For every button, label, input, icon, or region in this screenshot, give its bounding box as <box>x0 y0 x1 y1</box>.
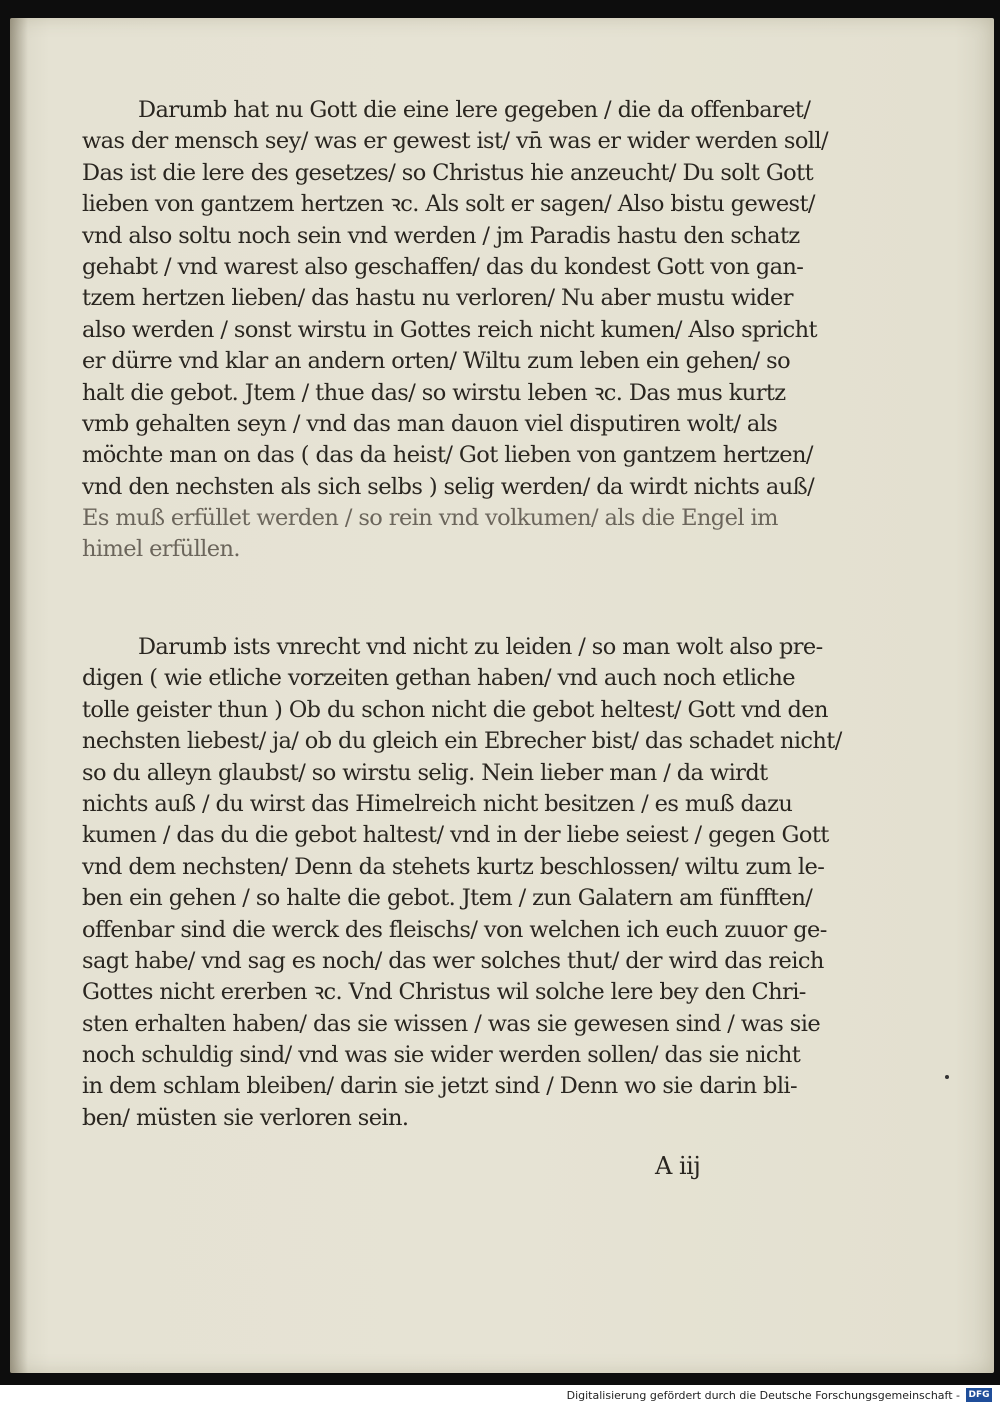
text-line: vnd den nechsten als sich selbs ) selig werden/ da wirdt nichts auß/ <box>82 473 815 500</box>
signature-mark: A iij <box>655 1152 701 1180</box>
text-line: Darumb ists vnrecht vnd nicht zu leiden / so man wolt also pre- <box>138 634 823 660</box>
text-line: sagt habe/ vnd sag es noch/ das wer solches thut/ der wird das reich <box>82 947 824 974</box>
text-line: so du alleyn glaubst/ so wirstu selig. Nein lieber man / da wirdt <box>82 759 768 786</box>
text-line: nechsten liebest/ ja/ ob du gleich ein Ebrecher bist/ das schadet nicht/ <box>82 728 842 755</box>
text-line: was der mensch sey/ was er gewest ist/ vn̄ was er wider werden soll/ <box>82 128 828 155</box>
text-line: in dem schlam bleiben/ darin sie jetzt sind / Denn wo sie darin bli- <box>82 1073 798 1100</box>
text-line: Es muß erfüllet werden / so rein vnd volkumen/ als die Engel im <box>82 505 778 532</box>
text-line: vnd also soltu noch sein vnd werden / jm Paradis hastu den schatz <box>82 222 800 249</box>
funding-credit: Digitalisierung gefördert durch die Deutsche Forschungsgemeinschaft - <box>566 1389 960 1402</box>
digitization-footer <box>0 1385 1000 1407</box>
text-line: er dürre vnd klar an andern orten/ Wiltu zum leben ein gehen/ so <box>82 348 791 375</box>
text-line: gehabt / vnd warest also geschaffen/ das du kondest Gott von gan- <box>82 253 804 280</box>
text-line: also werden / sonst wirstu in Gottes reich nicht kumen/ Also spricht <box>82 316 817 343</box>
text-line: vnd dem nechsten/ Denn da stehets kurtz beschlossen/ wiltu zum le- <box>82 853 825 880</box>
paragraph-2 <box>82 632 842 1134</box>
paragraph-1 <box>82 95 828 566</box>
text-line: vmb gehalten seyn / vnd das man dauon viel disputiren wolt/ als <box>82 410 778 437</box>
text-line: noch schuldig sind/ vnd was sie wider werden sollen/ das sie nicht <box>82 1042 801 1069</box>
text-line: Gottes nicht ererben ꝛc. Vnd Christus wil solche lere bey den Chri- <box>82 979 806 1006</box>
text-line: offenbar sind die werck des fleischs/ von welchen ich euch zuuor ge- <box>82 916 827 943</box>
text-line: digen ( wie etliche vorzeiten gethan haben/ vnd auch noch etliche <box>82 665 795 692</box>
text-line: Das ist die lere des gesetzes/ so Christus hie anzeucht/ Du solt Gott <box>82 159 814 186</box>
text-line: möchte man on das ( das da heist/ Got lieben von gantzem hertzen/ <box>82 442 813 469</box>
page-gutter-shadow <box>10 18 28 1373</box>
text-line: ben/ müsten sie verloren sein. <box>82 1104 409 1131</box>
text-line: tzem hertzen lieben/ das hastu nu verloren/ Nu aber mustu wider <box>82 285 793 312</box>
text-line: Darumb hat nu Gott die eine lere gegeben / die da offenbaret/ <box>138 97 811 123</box>
text-line: sten erhalten haben/ das sie wissen / was sie gewesen sind / was sie <box>82 1010 821 1037</box>
text-line: ben ein gehen / so halte die gebot. Jtem / zun Galatern am fünfften/ <box>82 885 813 912</box>
text-line: nichts auß / du wirst das Himelreich nicht besitzen / es muß dazu <box>82 790 793 817</box>
dfg-logo: DFG <box>966 1388 992 1402</box>
ink-speck <box>945 1075 949 1079</box>
text-line: lieben von gantzem hertzen ꝛc. Als solt er sagen/ Also bistu gewest/ <box>82 191 815 218</box>
text-line: himel erfüllen. <box>82 536 240 563</box>
text-line: kumen / das du die gebot haltest/ vnd in der liebe seiest / gegen Gott <box>82 822 829 849</box>
text-line: tolle geister thun ) Ob du schon nicht die gebot heltest/ Gott vnd den <box>82 696 828 723</box>
text-line: halt die gebot. Jtem / thue das/ so wirstu leben ꝛc. Das mus kurtz <box>82 379 786 406</box>
